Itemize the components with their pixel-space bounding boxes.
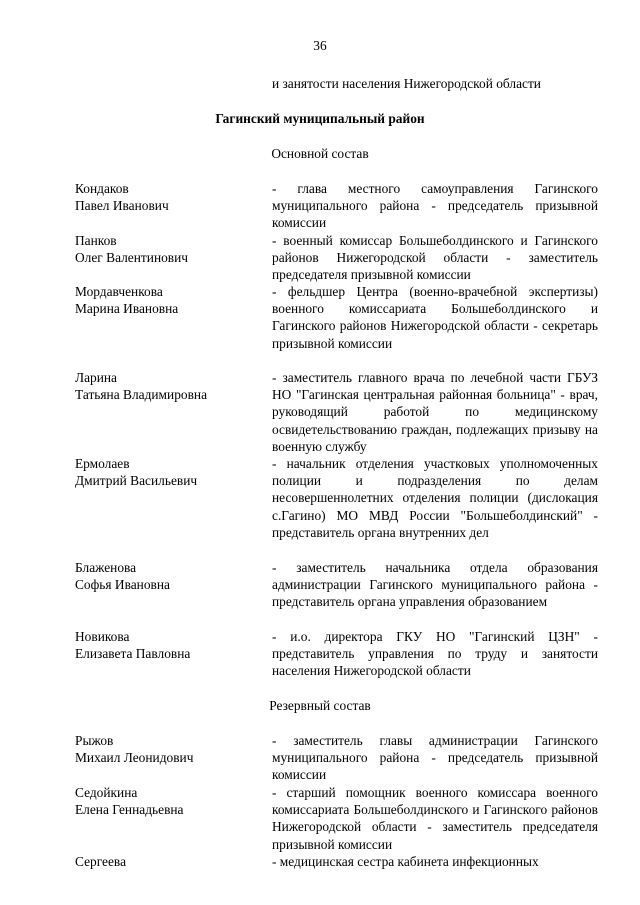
member-name [75,853,265,870]
member-role: - заместитель главы администрации Гагинского муниципального района - председатель призывной комиссии [272,733,598,783]
member-given-names: Олег Валентинович [75,250,189,266]
member-name [75,180,265,214]
member-name [75,283,265,317]
member-surname: Седойкина [75,785,138,800]
member-name [75,784,265,818]
member-surname: Сергеева [75,854,127,869]
member-name [75,455,265,489]
district-title: Гагинский муниципальный район [215,111,425,126]
member-surname: Мордавченкова [75,284,163,299]
member-role: - военный комиссар Большеболдинского и Гагинского районов Нижегородской области - заместитель председателя призывной комиссии [272,233,598,283]
member-given-names: Елизавета Павловна [75,646,191,662]
member-role: - и.о. директора ГКУ НО "Гагинский ЦЗН" - представитель управления по труду и занятости населения Нижегородской области [272,629,598,679]
member-given-names: Михаил Леонидович [75,750,194,766]
page-number: 36 [313,38,327,53]
member-role: - заместитель главного врача по лечебной части ГБУЗ НО "Гагинская центральная районная больница" - врач, руководящий работой по медицинскому освидетельствованию граждан, подлежащих призыву на военную службу [272,370,598,454]
member-given-names: Софья Ивановна [75,577,170,593]
reserve-composition-heading: Резервный состав [269,698,371,713]
member-name [75,369,265,403]
member-role: - фельдшер Центра (военно-врачебной экспертизы) военного комиссариата Большеболдинского и Гагинского районов Нижегородской области - секретарь призывной комиссии [272,284,598,351]
member-name [75,232,265,266]
continued-text: и занятости населения Нижегородской области [272,76,541,91]
member-role: - медицинская сестра кабинета инфекционных [272,854,539,869]
member-surname: Новикова [75,629,130,644]
member-role: - глава местного самоуправления Гагинского муниципального района - председатель призывной комиссии [272,181,598,231]
member-given-names: Марина Ивановна [75,301,179,317]
member-given-names: Павел Иванович [75,198,169,214]
member-surname: Рыжов [75,733,114,748]
member-given-names: Елена Геннадьевна [75,802,184,818]
member-role: - заместитель начальника отдела образования администрации Гагинского муниципального района - представитель органа управления образованием [272,560,598,610]
member-role: - старший помощник военного комиссара военного комиссариата Большеболдинского и Гагинского районов Нижегородской области - заместитель председателя призывной комиссии [272,785,598,852]
member-surname: Ларина [75,370,117,385]
member-name [75,628,265,662]
member-name [75,559,265,593]
member-surname: Кондаков [75,181,129,196]
member-role: - начальник отделения участковых уполномоченных полиции и подразделения по делам несовершеннолетних отделения полиции (дислокация с.Гагино) МО МВД России "Большеболдинский" - представитель органа внутренних дел [272,456,598,540]
member-surname: Панков [75,233,117,248]
member-given-names: Дмитрий Васильевич [75,473,198,489]
member-given-names: Татьяна Владимировна [75,387,208,403]
main-composition-heading: Основной состав [271,146,369,161]
member-name [75,732,265,766]
member-surname: Ермолаев [75,456,130,471]
member-surname: Блаженова [75,560,137,575]
